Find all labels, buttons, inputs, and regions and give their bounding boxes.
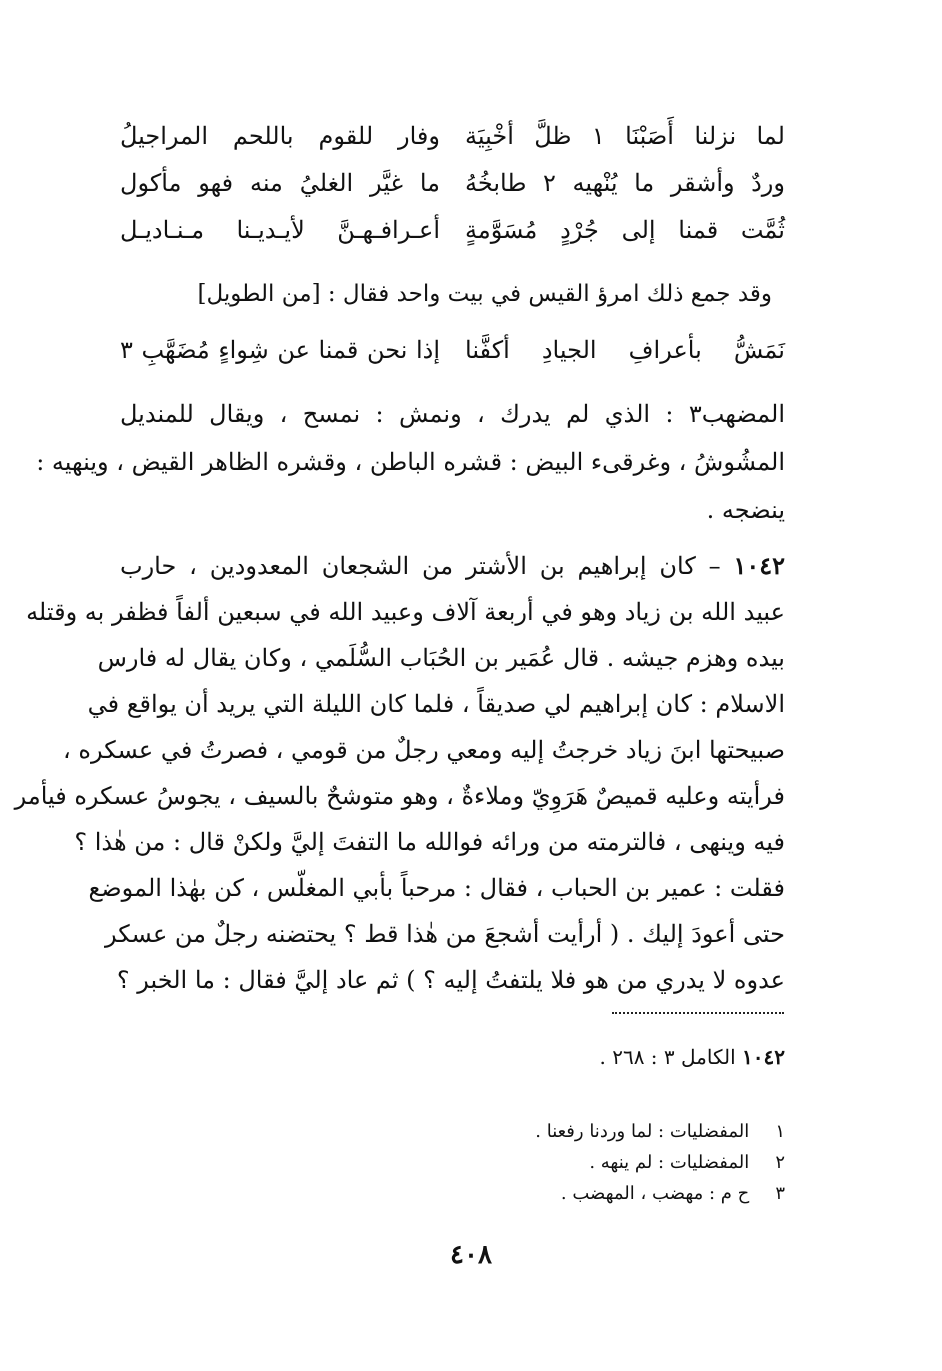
entry-line: عدوه لا يدري من هو فلا يلتفتُ إليه ؟ ) ثم عاد إليَّ فقال : ما الخبر ؟	[116, 966, 785, 994]
entry-line: حتى أعودَ إليك . ( أرأيت أشجعَ من هٰذا قط ؟ يحتضنه رجلٌ من عسكر	[105, 920, 785, 948]
entry-line: بيده وهزم جيشه . قال عُمَير بن الحُبَاب السُّلَمي ، وكان يقال له فارس	[97, 644, 785, 672]
poem-verse	[120, 332, 785, 372]
gloss-line: ينضجه .	[706, 496, 785, 524]
footnote-text: المفضليات : لم ينهه .	[589, 1152, 750, 1173]
footnote	[535, 1120, 785, 1144]
entry-first-line	[120, 550, 785, 582]
verse-second-hemistich: ما غيَّر الغليُ منه فهو مأكول	[120, 169, 440, 197]
source-text: الكامل ٣ : ٢٦٨ .	[599, 1045, 736, 1069]
entry-line: – كان إبراهيم بن الأشتر من الشجعان المعدودين ، حارب	[120, 552, 721, 580]
footnote-number: ٣	[775, 1183, 785, 1204]
gloss-line: المشُوشُ ، وغرقىء البيض : قشره الباطن ، وقشره الظاهر القيض ، وينهيه :	[36, 448, 785, 476]
footnote-text: ح م : مهضب ، المهضب .	[560, 1183, 750, 1204]
entry-line: فيه وينهى ، فالترمته من ورائه فوالله ما التفتَ إليَّ ولكنْ قال : من هٰذا ؟	[74, 828, 785, 856]
entry-line: فقلت : عمير بن الحباب ، فقال : مرحباً بأبي المغلّس ، كن بهٰذا الموضع	[88, 874, 785, 902]
entry-line: فرأيته وعليه قميصٌ هَرَوِيّ وملاءةٌ ، وهو متوشحٌ بالسيف ، يجوسُ عسكره فيأمر	[14, 782, 785, 810]
verse-first-hemistich: وردٌ وأشقر ما يُنْهيه ٢ طابخُهُ	[465, 169, 785, 197]
verse-second-hemistich: إذا نحن قمنا عن شِواءٍ مُضَهَّبِ ٣	[120, 336, 440, 364]
poem-verse	[120, 118, 785, 158]
footnote-text: المفضليات : لما وردنا رفعنا .	[535, 1121, 750, 1142]
source-entry-number: ١٠٤٢	[742, 1045, 785, 1069]
footnote	[561, 1182, 785, 1206]
poem-verse	[120, 212, 785, 252]
entry-number: ١٠٤٢	[733, 551, 785, 580]
page-number: ٤٠٨	[450, 1240, 492, 1270]
footnote	[589, 1151, 785, 1175]
verse-first-hemistich: نَمَشُّ بأعرافِ الجيادِ أكفَّنا	[465, 336, 785, 364]
poem-verse	[120, 165, 785, 205]
entry-line: صبيحتها ابنَ زياد خرجتُ إليه ومعي رجلٌ من قومي ، فصرتُ في عسكره ،	[63, 736, 785, 764]
footnote-number: ٢	[775, 1152, 785, 1173]
entry-line: عبيد الله بن زياد وهو في أربعة آلاف وعبيد الله في سبعين ألفاً فظفر به وقتله	[26, 598, 785, 626]
verse-first-hemistich: لما نزلنا أَصَبْنَا ١ ظلَّ أخْبِيَة	[465, 122, 785, 150]
footnote-number: ١	[775, 1121, 785, 1142]
verse-second-hemistich: أعـرافـهـنَّ لأيـديـنا مـنـاديـل	[120, 216, 440, 244]
gloss-line: المضهب٣ : الذي لم يدرك ، ونمش : نمسح ، ويقال للمنديل	[120, 400, 785, 428]
source-reference	[600, 1044, 786, 1070]
verse-first-hemistich: ثُمَّت قمنا إلى جُرْدٍ مُسَوَّمةٍ	[465, 216, 785, 244]
footnote-separator	[612, 1012, 784, 1014]
entry-line: الاسلام : كان إبراهيم لي صديقاً ، فلما كان الليلة التي يريد أن يواقع في	[87, 690, 785, 718]
intro-line: وقد جمع ذلك امرؤ القيس في بيت واحد فقال : [من الطويل]	[197, 281, 772, 307]
verse-second-hemistich: وفار للقوم باللحم المراجيلُ	[120, 122, 440, 150]
